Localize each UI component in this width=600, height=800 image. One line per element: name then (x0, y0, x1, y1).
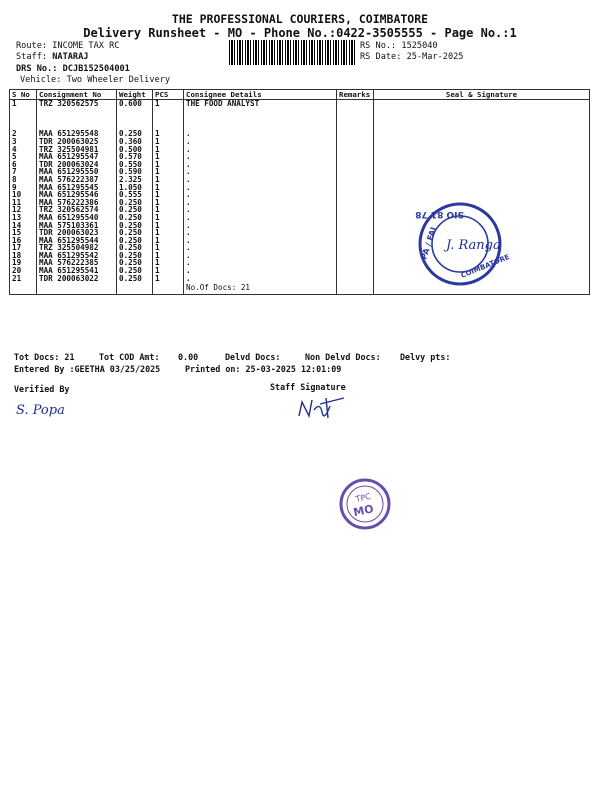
pcs-cell: 1 (153, 237, 184, 245)
pcs-cell: 1 (153, 214, 184, 222)
verified-signature: S. Popa (16, 403, 65, 418)
sno-cell: 14 (10, 222, 37, 230)
consignment-cell: MAA 651295541 (37, 267, 117, 275)
remarks-cell (337, 214, 374, 222)
seal-cell (374, 115, 590, 123)
remarks-cell (337, 184, 374, 192)
weight-cell: 0.250 (117, 206, 153, 214)
weight-cell: 0.250 (117, 229, 153, 237)
staff-label: Staff: (16, 52, 48, 62)
consignment-cell: MAA 576222385 (37, 259, 117, 267)
consignee-cell: . (184, 252, 337, 260)
weight-cell (117, 108, 153, 116)
sno-cell: 9 (10, 184, 37, 192)
consignee-cell (184, 123, 337, 131)
seal-cell (374, 168, 590, 176)
mo-stamp-top: TPC (354, 491, 372, 504)
remarks-cell (337, 115, 374, 123)
staff-signature (296, 392, 352, 422)
table-row (10, 108, 590, 116)
pcs-cell: 1 (153, 176, 184, 184)
table-row (10, 115, 590, 123)
sno-cell: 20 (10, 267, 37, 275)
consignee-cell: . (184, 191, 337, 199)
consignee-cell: . (184, 130, 337, 138)
mo-stamp (337, 478, 395, 530)
consignee-cell (184, 115, 337, 123)
col-pcs: PCS (153, 90, 184, 100)
pcs-cell: 1 (153, 267, 184, 275)
col-seal: Seal & Signature (374, 90, 590, 100)
consignee-cell: . (184, 275, 337, 283)
remarks-cell (337, 206, 374, 214)
weight-cell: 0.360 (117, 138, 153, 146)
seal-cell (374, 176, 590, 184)
sno-cell: 13 (10, 214, 37, 222)
drs-value: DCJB152504001 (62, 64, 130, 74)
pcs-cell: 1 (153, 146, 184, 154)
weight-cell: 1.050 (117, 184, 153, 192)
sno-cell: 8 (10, 176, 37, 184)
empty-cell (37, 282, 117, 295)
entered-by: Entered By :GEETHA 03/25/2025 (14, 364, 161, 374)
remarks-cell (337, 259, 374, 267)
sno-cell: 15 (10, 229, 37, 237)
pcs-cell: 1 (153, 229, 184, 237)
pcs-cell: 1 (153, 206, 184, 214)
pcs-cell (153, 108, 184, 116)
consignment-cell: TRZ 320562575 (37, 100, 117, 108)
sno-cell: 17 (10, 244, 37, 252)
consignee-cell: . (184, 138, 337, 146)
no-of-docs: No.Of Docs: 21 (184, 282, 337, 295)
consignee-cell: THE FOOD ANALYST (184, 100, 337, 108)
consignment-cell: TDR 200063023 (37, 229, 117, 237)
consignment-cell: MAA 575103361 (37, 222, 117, 230)
pcs-cell: 1 (153, 259, 184, 267)
consignment-cell (37, 108, 117, 116)
delvy-pts: Delvy pts: (400, 352, 451, 362)
consignment-cell (37, 115, 117, 123)
pcs-cell: 1 (153, 168, 184, 176)
consignee-cell: . (184, 229, 337, 237)
pcs-cell: 1 (153, 191, 184, 199)
weight-cell: 0.250 (117, 130, 153, 138)
consignment-cell: TRZ 325504982 (37, 244, 117, 252)
remarks-cell (337, 199, 374, 207)
pcs-cell: 1 (153, 153, 184, 161)
weight-cell (117, 115, 153, 123)
seal-cell (374, 184, 590, 192)
sno-cell (10, 108, 37, 116)
consignee-cell: . (184, 237, 337, 245)
consignment-cell: TRZ 320562574 (37, 206, 117, 214)
weight-cell: 0.250 (117, 237, 153, 245)
consignee-cell: . (184, 222, 337, 230)
consignee-cell: . (184, 244, 337, 252)
consignee-cell (184, 108, 337, 116)
remarks-cell (337, 161, 374, 169)
col-consignee: Consignee Details (184, 90, 337, 100)
weight-cell: 0.590 (117, 168, 153, 176)
consignee-cell: . (184, 161, 337, 169)
seal-cell (374, 161, 590, 169)
drs-line (16, 64, 130, 74)
weight-cell: 0.250 (117, 267, 153, 275)
consignee-cell: . (184, 259, 337, 267)
seal-cell (374, 123, 590, 131)
weight-cell: 2.325 (117, 176, 153, 184)
remarks-cell (337, 222, 374, 230)
seal-text-left: PA / FAI (419, 225, 439, 261)
staff-line (16, 52, 88, 62)
sno-cell (10, 115, 37, 123)
seal-signature: J. Ranga (446, 238, 501, 253)
pcs-cell: 1 (153, 161, 184, 169)
rs-date: RS Date: 25-Mar-2025 (360, 52, 464, 62)
weight-cell: 0.250 (117, 222, 153, 230)
sno-cell: 10 (10, 191, 37, 199)
sno-cell: 6 (10, 161, 37, 169)
col-sno: S No (10, 90, 37, 100)
consignment-cell: MAA 651295540 (37, 214, 117, 222)
consignment-cell: MAA 651295548 (37, 130, 117, 138)
remarks-cell (337, 275, 374, 283)
weight-cell: 0.600 (117, 100, 153, 108)
pcs-cell: 1 (153, 199, 184, 207)
seal-cell (374, 130, 590, 138)
consignment-cell: MAA 651295542 (37, 252, 117, 260)
col-weight: Weight (117, 90, 153, 100)
consignee-cell: . (184, 267, 337, 275)
sno-cell: 7 (10, 168, 37, 176)
remarks-cell (337, 229, 374, 237)
weight-cell: 0.500 (117, 146, 153, 154)
weight-cell: 0.250 (117, 252, 153, 260)
vehicle-label: Vehicle: Two Wheeler Delivery (20, 75, 171, 85)
seal-cell (374, 100, 590, 108)
remarks-cell (337, 267, 374, 275)
sno-cell: 2 (10, 130, 37, 138)
weight-cell: 0.250 (117, 275, 153, 283)
runsheet-title: Delivery Runsheet - MO - Phone No.:0422-3505555 - Page No.:1 (83, 26, 517, 40)
seal-cell (374, 146, 590, 154)
tot-docs: Tot Docs: 21 (14, 352, 75, 362)
weight-cell: 0.250 (117, 244, 153, 252)
consignee-cell: . (184, 199, 337, 207)
sno-cell: 5 (10, 153, 37, 161)
seal-cell (374, 138, 590, 146)
sno-cell: 12 (10, 206, 37, 214)
mo-stamp-bottom: MO (352, 502, 375, 520)
staff-signature-label: Staff Signature (270, 382, 346, 392)
consignee-cell: . (184, 176, 337, 184)
remarks-cell (337, 237, 374, 245)
pcs-cell: 1 (153, 275, 184, 283)
consignee-cell: . (184, 146, 337, 154)
weight-cell: 0.570 (117, 153, 153, 161)
company-title: THE PROFESSIONAL COURIERS, COIMBATORE (171, 12, 429, 26)
remarks-cell (337, 100, 374, 108)
consignment-cell: MAA 651295546 (37, 191, 117, 199)
consignment-cell: MAA 576222387 (37, 176, 117, 184)
remarks-cell (337, 168, 374, 176)
pcs-cell: 1 (153, 244, 184, 252)
pcs-cell: 1 (153, 222, 184, 230)
pcs-cell: 1 (153, 184, 184, 192)
remarks-cell (337, 153, 374, 161)
remarks-cell (337, 138, 374, 146)
seal-text-bottom: COIMBATORE (459, 253, 511, 280)
empty-cell (153, 282, 184, 295)
table-header-row (10, 90, 590, 100)
col-remarks: Remarks (337, 90, 374, 100)
weight-cell: 0.250 (117, 199, 153, 207)
sno-cell: 19 (10, 259, 37, 267)
consignment-cell: MAA 651295550 (37, 168, 117, 176)
non-delvd-docs: Non Delvd Docs: (305, 352, 381, 362)
empty-cell (117, 282, 153, 295)
pcs-cell: 1 (153, 100, 184, 108)
sno-cell: 21 (10, 275, 37, 283)
weight-cell: 0.550 (117, 161, 153, 169)
remarks-cell (337, 108, 374, 116)
consignee-cell: . (184, 168, 337, 176)
consignment-cell: TDR 200063024 (37, 161, 117, 169)
consignee-cell: . (184, 184, 337, 192)
drs-label: DRS No.: (16, 64, 58, 74)
empty-cell (337, 282, 374, 295)
rs-number: RS No.: 1525040 (360, 41, 438, 51)
consignee-cell: . (184, 214, 337, 222)
staff-value: NATARAJ (52, 52, 89, 62)
seal-cell (374, 153, 590, 161)
seal-text-top: SIO 81 78 (415, 209, 464, 219)
consignment-cell: TRZ 325504981 (37, 146, 117, 154)
sno-cell: 16 (10, 237, 37, 245)
tot-cod-label: Tot COD Amt: (99, 352, 160, 362)
remarks-cell (337, 252, 374, 260)
pcs-cell (153, 115, 184, 123)
remarks-cell (337, 123, 374, 131)
consignment-cell: MAA 651295545 (37, 184, 117, 192)
sno-cell: 11 (10, 199, 37, 207)
consignment-cell: TDR 200063025 (37, 138, 117, 146)
pcs-cell: 1 (153, 252, 184, 260)
weight-cell: 0.250 (117, 259, 153, 267)
pcs-cell: 1 (153, 138, 184, 146)
consignee-cell: . (184, 206, 337, 214)
sno-cell: 1 (10, 100, 37, 108)
pcs-cell: 1 (153, 130, 184, 138)
consignment-cell: TDR 200063022 (37, 275, 117, 283)
sno-cell: 4 (10, 146, 37, 154)
remarks-cell (337, 244, 374, 252)
consignment-cell: MAA 651295547 (37, 153, 117, 161)
consignment-cell: MAA 651295544 (37, 237, 117, 245)
route-label: Route: INCOME TAX RC (16, 41, 120, 51)
remarks-cell (337, 146, 374, 154)
table-row (10, 100, 590, 108)
empty-cell (10, 282, 37, 295)
col-consignment: Consignment No (37, 90, 117, 100)
verified-by-label: Verified By (14, 384, 70, 394)
sno-cell: 18 (10, 252, 37, 260)
remarks-cell (337, 130, 374, 138)
sno-cell: 3 (10, 138, 37, 146)
consignment-cell: MAA 576222386 (37, 199, 117, 207)
printed-on: Printed on: 25-03-2025 12:01:09 (185, 364, 342, 374)
weight-cell: 0.555 (117, 191, 153, 199)
seal-cell (374, 108, 590, 116)
company-seal-stamp (412, 198, 528, 288)
delvd-docs: Delvd Docs: (225, 352, 281, 362)
barcode (229, 40, 357, 65)
weight-cell: 0.250 (117, 214, 153, 222)
consignee-cell: . (184, 153, 337, 161)
tot-cod-value: 0.00 (178, 352, 199, 362)
remarks-cell (337, 191, 374, 199)
remarks-cell (337, 176, 374, 184)
